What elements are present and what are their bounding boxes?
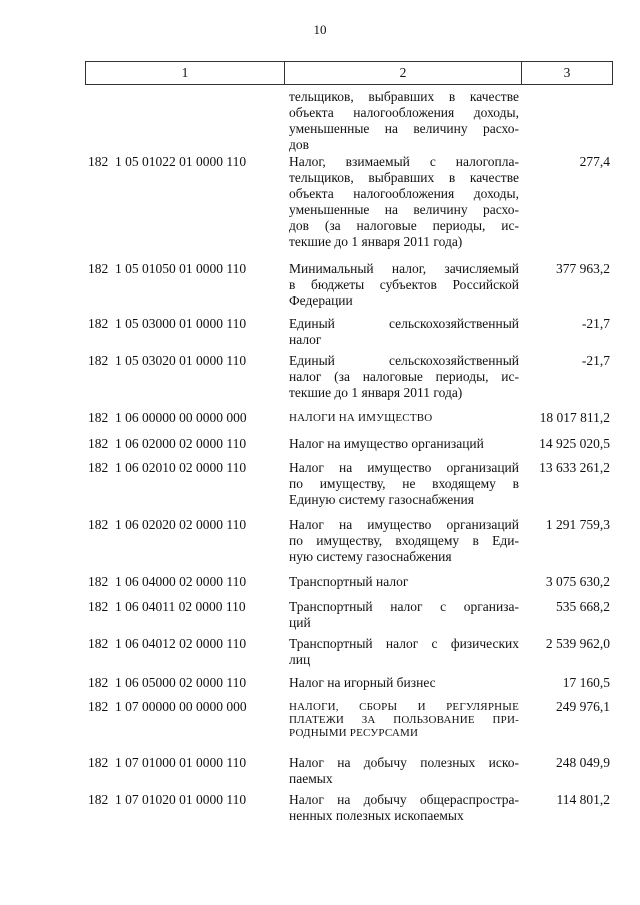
income-name [289, 517, 519, 565]
amount-value: 114 801,2 [556, 792, 610, 807]
income-name-line: Минимальный налог, зачисляемый [289, 261, 519, 276]
income-name [289, 699, 519, 740]
income-name-line: по имуществу, не входящему в [289, 476, 519, 491]
budget-classification-code: 182 1 07 01020 01 0000 110 [88, 792, 247, 807]
budget-classification-code: 182 1 06 00000 00 0000 000 [88, 410, 247, 425]
budget-classification-code: 182 1 06 05000 02 0000 110 [88, 675, 247, 690]
amount-value: 377 963,2 [556, 261, 610, 276]
amount-value: 535 668,2 [556, 599, 610, 614]
income-name-line: тельщиков, выбравших в качестве [289, 89, 519, 104]
budget-classification-code: 182 1 06 02020 02 0000 110 [88, 517, 247, 532]
income-name-line: Налог на имущество организаций [289, 517, 519, 532]
income-name-line: дов (за налоговые периоды, ис- [289, 218, 519, 233]
amount-value: 2 539 962,0 [545, 636, 610, 651]
page-number: 10 [313, 22, 327, 37]
amount-value: 18 017 811,2 [539, 410, 610, 425]
income-name-line: НАЛОГИ, СБОРЫ И РЕГУЛЯРНЫЕ [289, 701, 519, 713]
income-name-line: в бюджеты субъектов Российской [289, 277, 519, 292]
budget-classification-code: 182 1 06 02010 02 0000 110 [88, 460, 247, 475]
income-name-line: объекта налогообложения доходы, [289, 186, 519, 201]
amount-value: 249 976,1 [556, 699, 610, 714]
income-name-line: налог [289, 332, 322, 347]
income-name [289, 353, 519, 401]
income-name-line: тельщиков, выбравших в качестве [289, 170, 519, 185]
column-header-table [85, 61, 613, 85]
income-name-line: Налог на имущество организаций [289, 436, 484, 451]
amount-value: 277,4 [579, 154, 610, 169]
budget-classification-code: 182 1 06 04011 02 0000 110 [88, 599, 246, 614]
income-name-line: ПЛАТЕЖИ ЗА ПОЛЬЗОВАНИЕ ПРИ- [289, 714, 519, 726]
budget-classification-code: 182 1 05 03020 01 0000 110 [88, 353, 247, 368]
income-name [289, 316, 519, 348]
income-name-line: Единый сельскохозяйственный [289, 353, 519, 368]
income-name-line: налог (за налоговые периоды, ис- [289, 369, 519, 384]
income-name-line: ненных полезных ископаемых [289, 808, 464, 823]
income-name-line: Налог на добычу полезных иско- [289, 755, 519, 770]
amount-value: -21,7 [581, 353, 610, 368]
income-name-line: НАЛОГИ НА ИМУЩЕСТВО [289, 412, 433, 424]
income-name [289, 436, 519, 452]
budget-classification-code: 182 1 05 01050 01 0000 110 [88, 261, 247, 276]
income-name-line: уменьшенные на величину расхо- [289, 121, 519, 136]
income-name-line: ную систему газоснабжения [289, 549, 452, 564]
amount-value: 1 291 759,3 [545, 517, 610, 532]
amount-value: 14 925 020,5 [539, 436, 610, 451]
budget-classification-code: 182 1 05 03000 01 0000 110 [88, 316, 247, 331]
income-name-line: Транспортный налог [289, 574, 409, 589]
income-name [289, 460, 519, 508]
income-name [289, 154, 519, 250]
column-header-row [86, 62, 613, 85]
column-header-3: 3 [522, 62, 613, 85]
income-name-line: текшие до 1 января 2011 года) [289, 385, 463, 400]
budget-classification-code: 182 1 07 01000 01 0000 110 [88, 755, 247, 770]
income-name-line: паемых [289, 771, 333, 786]
budget-classification-code: 182 1 06 02000 02 0000 110 [88, 436, 247, 451]
income-name-line: объекта налогообложения доходы, [289, 105, 519, 120]
income-name-line: уменьшенные на величину расхо- [289, 202, 519, 217]
income-name [289, 261, 519, 309]
column-header-1: 1 [86, 62, 285, 85]
income-name-line: дов [289, 137, 309, 152]
income-name [289, 599, 519, 631]
income-name-line: Транспортный налог с физических [289, 636, 519, 651]
income-name [289, 792, 519, 824]
amount-value: 13 633 261,2 [539, 460, 610, 475]
budget-classification-code: 182 1 05 01022 01 0000 110 [88, 154, 247, 169]
column-header-2: 2 [285, 62, 522, 85]
income-name-line: текшие до 1 января 2011 года) [289, 234, 463, 249]
income-name [289, 574, 519, 590]
income-name-line: Налог на игорный бизнес [289, 675, 436, 690]
income-name-line: Федерации [289, 293, 353, 308]
income-name-line: Налог на имущество организаций [289, 460, 519, 475]
income-name [289, 410, 519, 425]
amount-value: 3 075 630,2 [545, 574, 610, 589]
income-name-line: по имуществу, входящему в Еди- [289, 533, 519, 548]
income-name-line: лиц [289, 652, 311, 667]
income-name-line: Налог на добычу общераспростра- [289, 792, 519, 807]
income-name-line: РОДНЫМИ РЕСУРСАМИ [289, 727, 419, 739]
income-name-line: Транспортный налог с организа- [289, 599, 519, 614]
income-name-line: ций [289, 615, 311, 630]
income-name [289, 675, 519, 691]
income-name-line: Единую систему газоснабжения [289, 492, 474, 507]
amount-value: -21,7 [581, 316, 610, 331]
income-name-line: Налог, взимаемый с налогопла- [289, 154, 519, 169]
amount-value: 248 049,9 [556, 755, 610, 770]
budget-classification-code: 182 1 06 04000 02 0000 110 [88, 574, 247, 589]
budget-classification-code: 182 1 06 04012 02 0000 110 [88, 636, 247, 651]
income-name [289, 755, 519, 787]
budget-classification-code: 182 1 07 00000 00 0000 000 [88, 699, 247, 714]
amount-value: 17 160,5 [562, 675, 610, 690]
income-name [289, 636, 519, 668]
income-name-line: Единый сельскохозяйственный [289, 316, 519, 331]
income-name [289, 89, 519, 153]
